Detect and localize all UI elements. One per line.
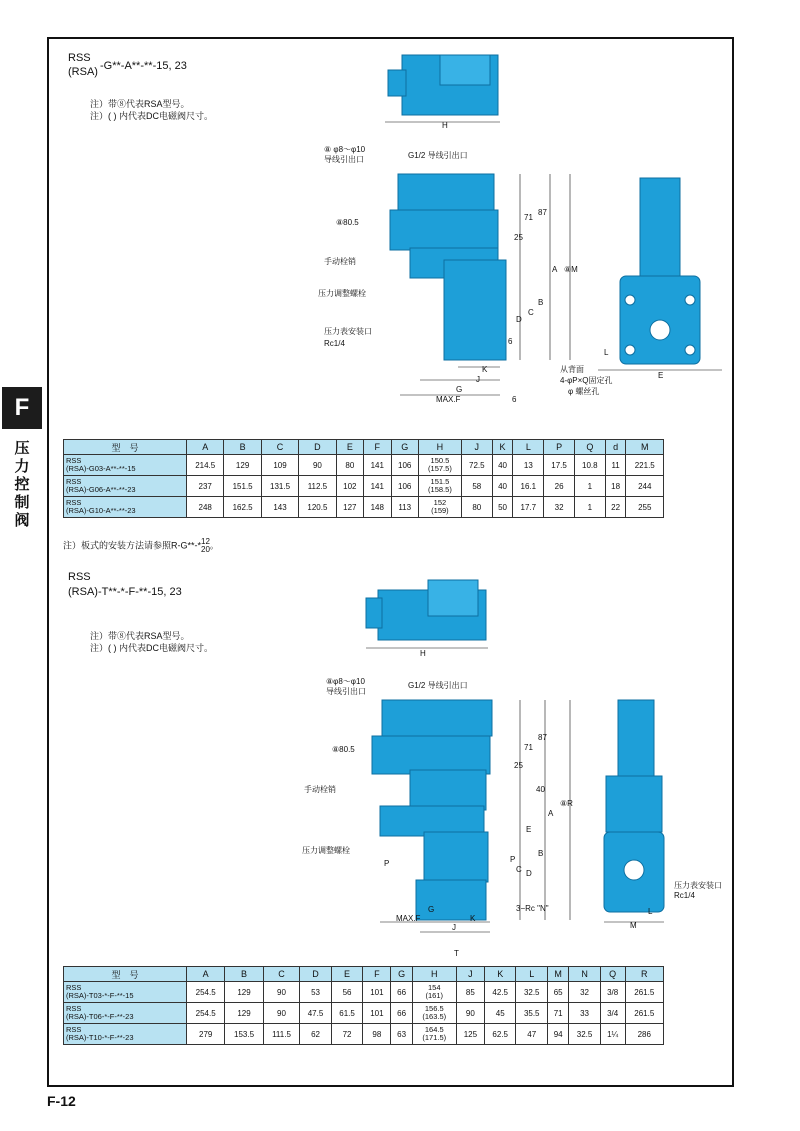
section1-title-line1: RSS bbox=[68, 52, 91, 64]
label-phi: ⑧φ8～φ10 bbox=[326, 677, 365, 686]
dim-B: B bbox=[538, 849, 544, 858]
table-cell: 154 (161) bbox=[412, 982, 456, 1003]
table-cell: 1¼ bbox=[600, 1024, 625, 1045]
table-cell: 143 bbox=[261, 497, 298, 518]
dim-6b: 6 bbox=[512, 395, 517, 404]
dim-R: ⑧R bbox=[560, 799, 573, 808]
header-cell: H bbox=[412, 967, 456, 982]
section1-title-suffix: -G**-A**-**-15, 23 bbox=[100, 60, 187, 72]
label-gauge: 压力表安装口 bbox=[324, 327, 372, 336]
top-view-pilot bbox=[440, 55, 490, 85]
table-cell: 80 bbox=[336, 455, 363, 476]
section1-note-2: 注）( ) 内代表DC电磁阀尺寸。 bbox=[90, 111, 213, 121]
table-cell: 17.7 bbox=[513, 497, 544, 518]
table-cell: 32.5 bbox=[569, 1024, 601, 1045]
header-cell: C bbox=[263, 967, 300, 982]
front-view-base bbox=[416, 880, 486, 920]
section2-title-line1: RSS bbox=[68, 571, 91, 583]
mount-hole bbox=[625, 345, 635, 355]
table-cell: 279 bbox=[187, 1024, 225, 1045]
header-cell: D bbox=[300, 967, 332, 982]
label-rc: Rc1/4 bbox=[674, 891, 695, 900]
table-cell: 1 bbox=[574, 497, 605, 518]
header-cell: H bbox=[418, 440, 461, 455]
header-cell: N bbox=[569, 967, 601, 982]
table-cell: 90 bbox=[263, 982, 300, 1003]
dim-71: 71 bbox=[524, 213, 533, 222]
table-cell: 214.5 bbox=[187, 455, 224, 476]
model-cell: RSS (RSA)-G10-A**-**-23 bbox=[64, 497, 187, 518]
section2-note-1: 注）带⑧代表RSA型号。 bbox=[90, 631, 190, 641]
table-cell: 101 bbox=[363, 1003, 391, 1024]
dim-D: D bbox=[516, 315, 522, 324]
header-cell: Q bbox=[574, 440, 605, 455]
dim-C: C bbox=[528, 308, 534, 317]
front-view-pilot bbox=[382, 700, 492, 736]
table-cell: 32 bbox=[544, 497, 575, 518]
table-cell: 56 bbox=[331, 982, 363, 1003]
table-cell: 72.5 bbox=[461, 455, 492, 476]
table-row bbox=[64, 1024, 664, 1045]
header-cell: d bbox=[605, 440, 626, 455]
table-cell: 22 bbox=[605, 497, 626, 518]
table-cell: 148 bbox=[364, 497, 391, 518]
side-view-upper bbox=[640, 178, 680, 278]
dim-D: D bbox=[526, 869, 532, 878]
table-cell: 248 bbox=[187, 497, 224, 518]
dim-P-right: P bbox=[510, 855, 516, 864]
label-rc: Rc1/4 bbox=[324, 339, 345, 348]
dim-J: J bbox=[476, 375, 480, 384]
header-cell: C bbox=[261, 440, 298, 455]
label-lead: 导线引出口 bbox=[326, 687, 366, 696]
dim-A: A bbox=[552, 265, 558, 274]
dim-805: ⑧80.5 bbox=[336, 218, 359, 227]
label-adjust: 压力调整螺栓 bbox=[318, 289, 366, 298]
header-cell: J bbox=[461, 440, 492, 455]
table-cell: 129 bbox=[225, 982, 263, 1003]
table-cell: 125 bbox=[456, 1024, 484, 1045]
table-cell: 261.5 bbox=[625, 982, 663, 1003]
mount-hole bbox=[625, 295, 635, 305]
dim-C: C bbox=[516, 865, 522, 874]
dim-E: E bbox=[658, 371, 664, 380]
table-cell: 71 bbox=[548, 1003, 569, 1024]
dim-E: E bbox=[526, 825, 532, 834]
table-cell: 106 bbox=[391, 455, 418, 476]
table-cell: 53 bbox=[300, 982, 332, 1003]
table-cell: 120.5 bbox=[299, 497, 336, 518]
table-cell: 3/4 bbox=[600, 1003, 625, 1024]
table-cell: 3/8 bbox=[600, 982, 625, 1003]
header-cell: R bbox=[625, 967, 663, 982]
label-phi: ⑧ φ8～φ10 bbox=[324, 145, 366, 154]
dim-M: M bbox=[630, 921, 637, 930]
dim-maxF: MAX.F bbox=[436, 395, 461, 404]
model-cell: RSS (RSA)-T03-*-F-**-15 bbox=[64, 982, 187, 1003]
label-g12: G1/2 导线引出口 bbox=[408, 681, 468, 690]
table-cell: 153.5 bbox=[225, 1024, 263, 1045]
table-cell: 17.5 bbox=[544, 455, 575, 476]
top-view-pilot bbox=[428, 580, 478, 616]
table-row bbox=[64, 1003, 664, 1024]
table-cell: 112.5 bbox=[299, 476, 336, 497]
table-cell: 156.5 (163.5) bbox=[412, 1003, 456, 1024]
table-cell: 98 bbox=[363, 1024, 391, 1045]
table-cell: 85 bbox=[456, 982, 484, 1003]
table-cell: 151.5 (158.5) bbox=[418, 476, 461, 497]
table-cell: 254.5 bbox=[187, 982, 225, 1003]
label-g12: G1/2 导线引出口 bbox=[408, 151, 468, 160]
table-cell: 90 bbox=[263, 1003, 300, 1024]
front-view-main bbox=[424, 832, 488, 882]
dim-H: H bbox=[420, 649, 426, 658]
table-cell: 50 bbox=[492, 497, 513, 518]
table-cell: 141 bbox=[364, 455, 391, 476]
dim-87: 87 bbox=[538, 733, 547, 742]
header-cell: B bbox=[225, 967, 263, 982]
table-row bbox=[64, 982, 664, 1003]
table-cell: 94 bbox=[548, 1024, 569, 1045]
table-cell: 61.5 bbox=[331, 1003, 363, 1024]
table-cell: 11 bbox=[605, 455, 626, 476]
header-cell: F bbox=[364, 440, 391, 455]
model-cell: RSS (RSA)-T06-*-F-**-23 bbox=[64, 1003, 187, 1024]
table-cell: 66 bbox=[391, 982, 412, 1003]
dim-B: B bbox=[538, 298, 544, 307]
label-phiscrew: φ 螺丝孔 bbox=[568, 387, 600, 396]
table-cell: 237 bbox=[187, 476, 224, 497]
model-cell: RSS (RSA)-G03-A**-**-15 bbox=[64, 455, 187, 476]
table-cell: 16.1 bbox=[513, 476, 544, 497]
table-cell: 33 bbox=[569, 1003, 601, 1024]
table-cell: 62 bbox=[300, 1024, 332, 1045]
front-view-pilot bbox=[398, 174, 494, 212]
section-tab-label: 压力控制阀 bbox=[14, 440, 30, 529]
table-cell: 62.5 bbox=[484, 1024, 516, 1045]
dim-L: L bbox=[648, 907, 653, 916]
dim-25: 25 bbox=[514, 761, 523, 770]
header-cell: M bbox=[548, 967, 569, 982]
label-manual: 手动栓销 bbox=[304, 785, 336, 794]
label-adjust: 压力调整螺栓 bbox=[302, 846, 350, 855]
header-cell: L bbox=[516, 967, 548, 982]
table-row bbox=[64, 497, 664, 518]
table-cell: 127 bbox=[336, 497, 363, 518]
table-cell: 47 bbox=[516, 1024, 548, 1045]
header-cell: F bbox=[363, 967, 391, 982]
table-cell: 255 bbox=[626, 497, 664, 518]
table-cell: 151.5 bbox=[224, 476, 261, 497]
table-cell: 221.5 bbox=[626, 455, 664, 476]
table-cell: 141 bbox=[364, 476, 391, 497]
front-view-adjust bbox=[410, 770, 486, 810]
table-cell: 162.5 bbox=[224, 497, 261, 518]
top-view-solenoid bbox=[388, 70, 406, 96]
header-cell: 型 号 bbox=[64, 967, 187, 982]
header-cell: G bbox=[391, 440, 418, 455]
table-cell: 72 bbox=[331, 1024, 363, 1045]
section1-spec-table bbox=[63, 439, 664, 518]
table-cell: 63 bbox=[391, 1024, 412, 1045]
label-lead: 导线引出口 bbox=[324, 155, 364, 164]
table-cell: 244 bbox=[626, 476, 664, 497]
port-circle bbox=[624, 860, 644, 880]
side-view-mid bbox=[606, 776, 662, 832]
dim-G: G bbox=[456, 385, 463, 394]
dim-J: J bbox=[452, 923, 456, 932]
section2-spec-table bbox=[63, 966, 664, 1045]
header-cell: L bbox=[513, 440, 544, 455]
header-cell: K bbox=[492, 440, 513, 455]
page-number: F-12 bbox=[47, 1093, 76, 1109]
header-cell: Q bbox=[600, 967, 625, 982]
mount-hole bbox=[685, 295, 695, 305]
dim-805: ⑧80.5 bbox=[332, 745, 355, 754]
table-cell: 32.5 bbox=[516, 982, 548, 1003]
front-view-main bbox=[444, 260, 506, 360]
table-cell: 10.8 bbox=[574, 455, 605, 476]
header-cell: B bbox=[224, 440, 261, 455]
table-cell: 261.5 bbox=[625, 1003, 663, 1024]
table-cell: 90 bbox=[299, 455, 336, 476]
label-manual: 手动栓销 bbox=[324, 257, 356, 266]
dim-A: A bbox=[548, 809, 554, 818]
header-cell: P bbox=[544, 440, 575, 455]
table-cell: 164.5 (171.5) bbox=[412, 1024, 456, 1045]
header-cell: 型 号 bbox=[64, 440, 187, 455]
mount-hole bbox=[685, 345, 695, 355]
port-circle bbox=[650, 320, 670, 340]
dim-M: ⑧M bbox=[564, 265, 578, 274]
dim-G: G bbox=[428, 905, 435, 914]
section1-footnote: 注）板式的安装方法请参照R-G**-* 12 20 。 bbox=[63, 537, 219, 554]
dim-P-left: P bbox=[384, 859, 390, 868]
table-cell: 109 bbox=[261, 455, 298, 476]
table-cell: 129 bbox=[225, 1003, 263, 1024]
header-cell: M bbox=[626, 440, 664, 455]
table-cell: 66 bbox=[391, 1003, 412, 1024]
dim-K: K bbox=[470, 914, 476, 923]
table-cell: 40 bbox=[492, 476, 513, 497]
section-tab: F bbox=[2, 387, 42, 429]
section1-drawing bbox=[0, 0, 800, 430]
dim-T: T bbox=[454, 949, 459, 958]
table-cell: 111.5 bbox=[263, 1024, 300, 1045]
table-cell: 26 bbox=[544, 476, 575, 497]
table-cell: 18 bbox=[605, 476, 626, 497]
table-cell: 106 bbox=[391, 476, 418, 497]
section2-title-line2: (RSA)-T**-*-F-**-15, 23 bbox=[68, 586, 182, 598]
table-cell: 32 bbox=[569, 982, 601, 1003]
table-cell: 113 bbox=[391, 497, 418, 518]
table-cell: 45 bbox=[484, 1003, 516, 1024]
table-cell: 152 (159) bbox=[418, 497, 461, 518]
dim-maxF: MAX.F bbox=[396, 914, 421, 923]
header-cell: A bbox=[187, 967, 225, 982]
table-cell: 150.5 (157.5) bbox=[418, 455, 461, 476]
table-header-row bbox=[64, 967, 664, 982]
label-holes: 4-φP×Q固定孔 bbox=[560, 376, 613, 385]
label-back: 从背面 bbox=[560, 365, 584, 374]
table-row bbox=[64, 476, 664, 497]
header-cell: E bbox=[336, 440, 363, 455]
section1-note-1: 注）带⑧代表RSA型号。 bbox=[90, 99, 190, 109]
section2-note-2: 注）( ) 内代表DC电磁阀尺寸。 bbox=[90, 643, 213, 653]
table-cell: 131.5 bbox=[261, 476, 298, 497]
table-cell: 286 bbox=[625, 1024, 663, 1045]
table-cell: 13 bbox=[513, 455, 544, 476]
table-header-row bbox=[64, 440, 664, 455]
header-cell: K bbox=[484, 967, 516, 982]
dim-K: K bbox=[482, 365, 488, 374]
table-cell: 58 bbox=[461, 476, 492, 497]
table-cell: 42.5 bbox=[484, 982, 516, 1003]
table-cell: 1 bbox=[574, 476, 605, 497]
table-cell: 47.5 bbox=[300, 1003, 332, 1024]
side-view-upper bbox=[618, 700, 654, 780]
model-cell: RSS (RSA)-T10-*-F-**-23 bbox=[64, 1024, 187, 1045]
table-cell: 102 bbox=[336, 476, 363, 497]
header-cell: A bbox=[187, 440, 224, 455]
table-row bbox=[64, 455, 664, 476]
model-cell: RSS (RSA)-G06-A**-**-23 bbox=[64, 476, 187, 497]
front-view-solenoid bbox=[390, 210, 498, 250]
section2-drawing bbox=[0, 570, 800, 965]
dim-40: 40 bbox=[536, 785, 545, 794]
header-cell: D bbox=[299, 440, 336, 455]
dim-71: 71 bbox=[524, 743, 533, 752]
table-cell: 35.5 bbox=[516, 1003, 548, 1024]
header-cell: E bbox=[331, 967, 363, 982]
dim-H: H bbox=[442, 121, 448, 130]
dim-25: 25 bbox=[514, 233, 523, 242]
dim-6: 6 bbox=[508, 337, 513, 346]
table-cell: 65 bbox=[548, 982, 569, 1003]
table-cell: 129 bbox=[224, 455, 261, 476]
dim-87: 87 bbox=[538, 208, 547, 217]
header-cell: G bbox=[391, 967, 412, 982]
label-gauge: 压力表安装口 bbox=[674, 881, 722, 890]
table-cell: 40 bbox=[492, 455, 513, 476]
label-rc3: 3−Rc "N" bbox=[516, 904, 549, 913]
section1-title-line2: (RSA) bbox=[68, 66, 98, 78]
table-cell: 101 bbox=[363, 982, 391, 1003]
dim-L: L bbox=[604, 348, 609, 357]
top-view-solenoid bbox=[366, 598, 382, 628]
front-view-solenoid bbox=[372, 736, 490, 774]
table-cell: 254.5 bbox=[187, 1003, 225, 1024]
table-cell: 80 bbox=[461, 497, 492, 518]
header-cell: J bbox=[456, 967, 484, 982]
table-cell: 90 bbox=[456, 1003, 484, 1024]
